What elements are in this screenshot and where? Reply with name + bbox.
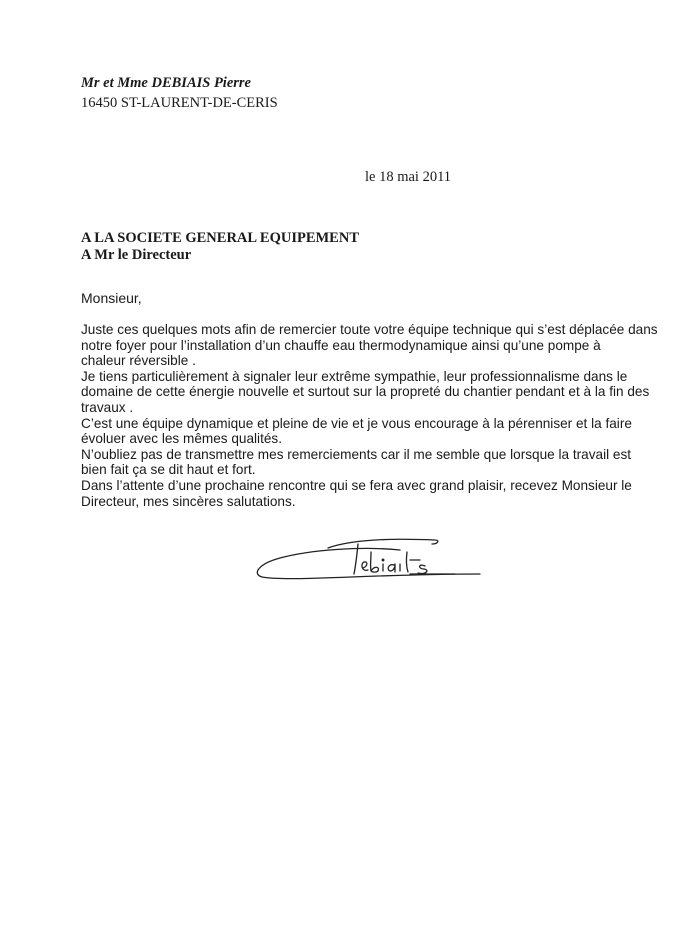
body-line: notre foyer pour l’installation d’un chauffe eau thermodynamique ainsi qu’une pompe à <box>81 337 601 353</box>
body-line: Directeur, mes sincères salutations. <box>81 493 296 509</box>
body-line: domaine de cette énergie nouvelle et surtout sur la propreté du chantier pendant et à la fin des <box>81 384 650 400</box>
recipient-person: A Mr le Directeur <box>81 247 192 263</box>
body-line: chaleur réversible . <box>81 353 196 369</box>
body-line: travaux . <box>81 399 134 415</box>
body-line: Juste ces quelques mots afin de remercier toute votre équipe technique qui s’est déplacée dans <box>81 322 658 337</box>
body-line: Dans l’attente d’une prochaine rencontre qui se fera avec grand plaisir, recevez Monsieur le <box>81 477 632 493</box>
recipient-company: A LA SOCIETE GENERAL EQUIPEMENT <box>81 230 359 246</box>
salutation: Monsieur, <box>81 290 142 306</box>
body-line: C’est une équipe dynamique et pleine de vie et je vous encourage à la pérenniser et la faire <box>81 415 632 431</box>
recipient-block <box>81 230 359 264</box>
body-line: bien fait ça se dit haut et fort. <box>81 462 256 478</box>
body-line: évoluer avec les mêmes qualités. <box>81 431 282 447</box>
body-line: N’oubliez pas de transmettre mes remerciements car il me semble que lorsque la travail est <box>81 446 632 462</box>
letter-date: le 18 mai 2011 <box>365 169 452 185</box>
sender-city: 16450 ST-LAURENT-DE-CERIS <box>81 95 278 111</box>
letter-body <box>81 322 658 509</box>
body-line: Je tiens particulièrement à signaler leur extrême sympathie, leur professionnalisme dans le <box>81 368 628 384</box>
sender-name: Mr et Mme DEBIAIS Pierre <box>81 75 251 91</box>
signature-icon <box>250 530 490 590</box>
